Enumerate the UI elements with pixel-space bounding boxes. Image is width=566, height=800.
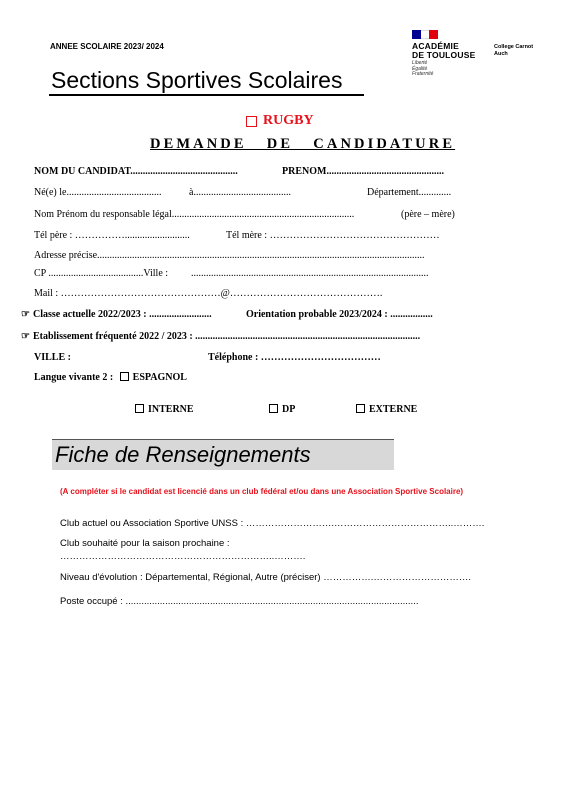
- academie-name: ACADÉMIE DE TOULOUSE: [412, 41, 476, 60]
- interne-checkbox[interactable]: [135, 404, 144, 413]
- dp-checkbox[interactable]: [269, 404, 278, 413]
- prenom-field[interactable]: PRENOM...............................................: [282, 166, 444, 177]
- espagnol-checkbox[interactable]: [120, 372, 129, 381]
- section-title: Fiche de Renseignements: [55, 442, 311, 467]
- address-field[interactable]: Adresse précise...................................................................................................................................: [34, 250, 425, 261]
- page-title: Sections Sportives Scolaires: [51, 67, 343, 93]
- city-field[interactable]: ...............................................................................................: [191, 268, 429, 279]
- section-header: [52, 439, 394, 470]
- desired-club-label: Club souhaité pour la saison prochaine :: [60, 538, 230, 549]
- birthplace-field[interactable]: à.......................................: [189, 187, 291, 198]
- info-note: (A compléter si le candidat est licencié dans un club fédéral et/ou dans une Association Sportive Scolaire): [60, 487, 464, 496]
- sport-label: RUGBY: [263, 113, 314, 128]
- current-class-field[interactable]: ☞ Classe actuelle 2022/2023 : .........................: [21, 309, 212, 320]
- pointing-hand-icon: ☞: [21, 309, 30, 320]
- form-title: DEMANDE DE CANDIDATURE: [150, 136, 456, 152]
- school-city-label: VILLE :: [34, 352, 71, 363]
- school-year: ANNEE SCOLAIRE 2023/ 2024: [50, 42, 164, 51]
- republic-motto: Liberté Égalité Fraternité: [412, 60, 434, 77]
- college-name: College Carnot Auch: [494, 44, 534, 57]
- desired-club-field[interactable]: …………………………………………………………..……….: [60, 551, 306, 562]
- orientation-field[interactable]: Orientation probable 2023/2024 : .................: [246, 309, 433, 320]
- current-club-field[interactable]: Club actuel ou Association Sportive UNSS : ……………………….………………………………..……….: [60, 518, 485, 529]
- title-underline: [49, 94, 364, 96]
- position-field[interactable]: Poste occupé : ...............................................................................................................: [60, 596, 419, 607]
- interne-option[interactable]: INTERNE: [135, 404, 194, 415]
- school-phone-field[interactable]: Téléphone : ………………………………: [208, 352, 381, 363]
- academie-logo: [412, 30, 487, 82]
- email-field[interactable]: Mail : …………………………………………@……………………………………….: [34, 288, 383, 299]
- rugby-checkbox[interactable]: [246, 116, 257, 127]
- level-field[interactable]: Niveau d'évolution : Départemental, Régional, Autre (préciser) …………….………………………….: [60, 572, 471, 583]
- guardian-relation-label: (père – mère): [401, 209, 455, 220]
- sport-option[interactable]: [246, 113, 314, 129]
- french-flag-icon: [412, 30, 438, 39]
- postcode-field[interactable]: CP ......................................Ville :: [34, 268, 169, 279]
- mother-phone-field[interactable]: Tél mère : ……………………………………………: [226, 230, 440, 241]
- departement-field[interactable]: Département.............: [367, 187, 452, 198]
- guardian-field[interactable]: Nom Prénom du responsable légal.........................................................................: [34, 209, 355, 220]
- externe-checkbox[interactable]: [356, 404, 365, 413]
- language-field[interactable]: Langue vivante 2 : ESPAGNOL: [34, 372, 187, 383]
- dp-option[interactable]: DP: [269, 404, 295, 415]
- school-field[interactable]: ☞ Etablissement fréquenté 2022 / 2023 : ..........................................................................................: [21, 331, 421, 342]
- father-phone-field[interactable]: Tél père : ……………..........................: [34, 230, 190, 241]
- birthdate-field[interactable]: Né(e) le......................................: [34, 187, 162, 198]
- pointing-hand-icon: ☞: [21, 331, 30, 342]
- nom-field[interactable]: NOM DU CANDIDAT...........................................: [34, 166, 238, 177]
- externe-option[interactable]: EXTERNE: [356, 404, 417, 415]
